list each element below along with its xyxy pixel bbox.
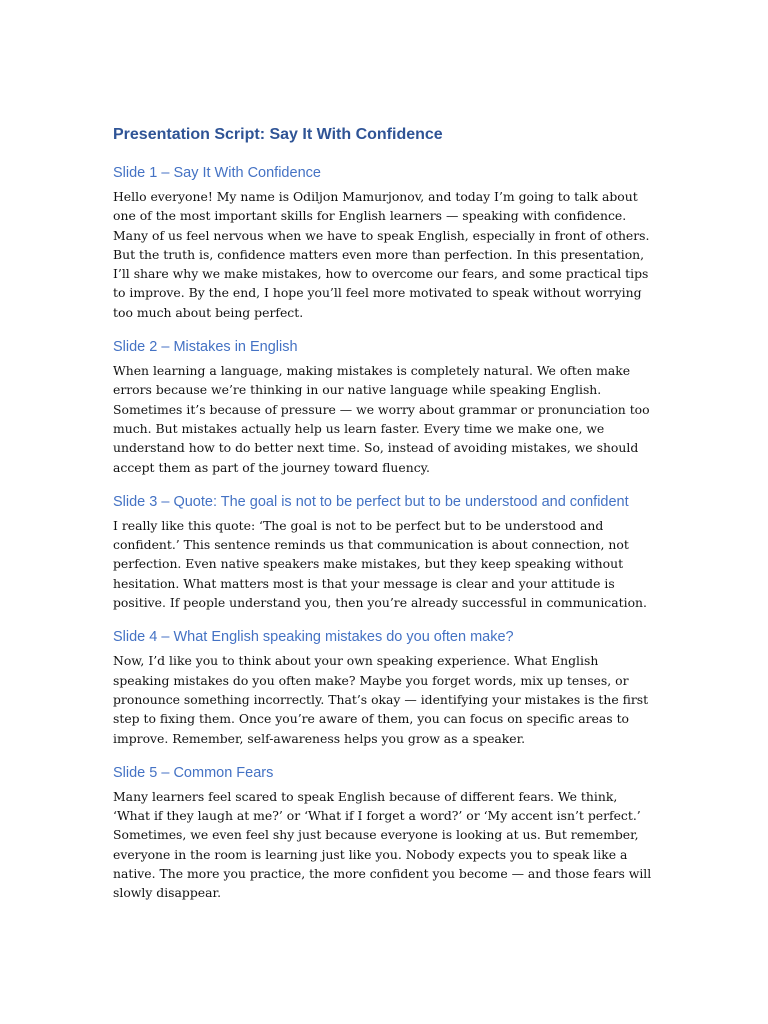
slide-section-1 — [113, 161, 658, 322]
slide-body-text: Hello everyone! My name is Odiljon Mamurjonov, and today I’m going to talk about one of the most important skills for English learners — speaking with confidence. Many of us feel nervous when we have to speak English, especially in front of others. But the truth is, confidence matters even more than perfection. In this presentation, I’ll share why we make mistakes, how to overcome our fears, and some practical tips to improve. By the end, I hope you’ll feel more motivated to speak without worrying too much about being perfect. — [113, 189, 650, 320]
slide-section-3 — [113, 490, 658, 612]
slide-heading: Slide 5 – Common Fears — [113, 764, 274, 781]
slide-heading: Slide 1 – Say It With Confidence — [113, 165, 321, 181]
slide-heading: Slide 4 – What English speaking mistakes do you often make? — [113, 629, 514, 646]
slide-body-text: I really like this quote: ‘The goal is not to be perfect but to be understood and confident.’ This sentence reminds us that communication is about connection, not perfection. Even native speakers make mistakes, but they keep speaking without hesitation. What matters most is that your message is clear and your attitude is positive. If people understand you, then you’re already successful in communication. — [113, 517, 647, 611]
document-page — [113, 124, 658, 916]
slide-section-4 — [113, 625, 658, 747]
slide-section-2 — [113, 335, 658, 477]
document-title: Presentation Script: Say It With Confidence — [113, 126, 443, 143]
slide-heading: Slide 3 – Quote: The goal is not to be perfect but to be understood and confident — [113, 493, 629, 510]
slide-body-text: When learning a language, making mistakes is completely natural. We often make errors because we’re thinking in our native language while speaking English. Sometimes it’s because of pressure — we worry about grammar or pronunciation too much. But mistakes actually help us learn faster. Every time we make one, we understand how to do better next time. So, instead of avoiding mistakes, we should accept them as part of the journey toward fluency. — [113, 363, 650, 475]
slide-section-5 — [113, 761, 658, 903]
slide-body-text: Now, I’d like you to think about your own speaking experience. What English speaking mistakes do you often make? Maybe you forget words, mix up tenses, or pronounce something incorrectly. That’s okay — identifying your mistakes is the first step to fixing them. Once you’re aware of them, you can focus on specific areas to improve. Remember, self-awareness helps you grow as a speaker. — [113, 653, 649, 746]
slide-body-text: Many learners feel scared to speak English because of different fears. We think, ‘What if they laugh at me?’ or ‘What if I forget a word?’ or ‘My accent isn’t perfect.’ Sometimes, we even feel shy just because everyone is looking at us. But remember, everyone in the room is learning just like you. Nobody expects you to speak like a native. The more you practice, the more confident you become — and those fears will slowly disappear. — [113, 788, 652, 901]
slide-heading: Slide 2 – Mistakes in English — [113, 339, 298, 356]
